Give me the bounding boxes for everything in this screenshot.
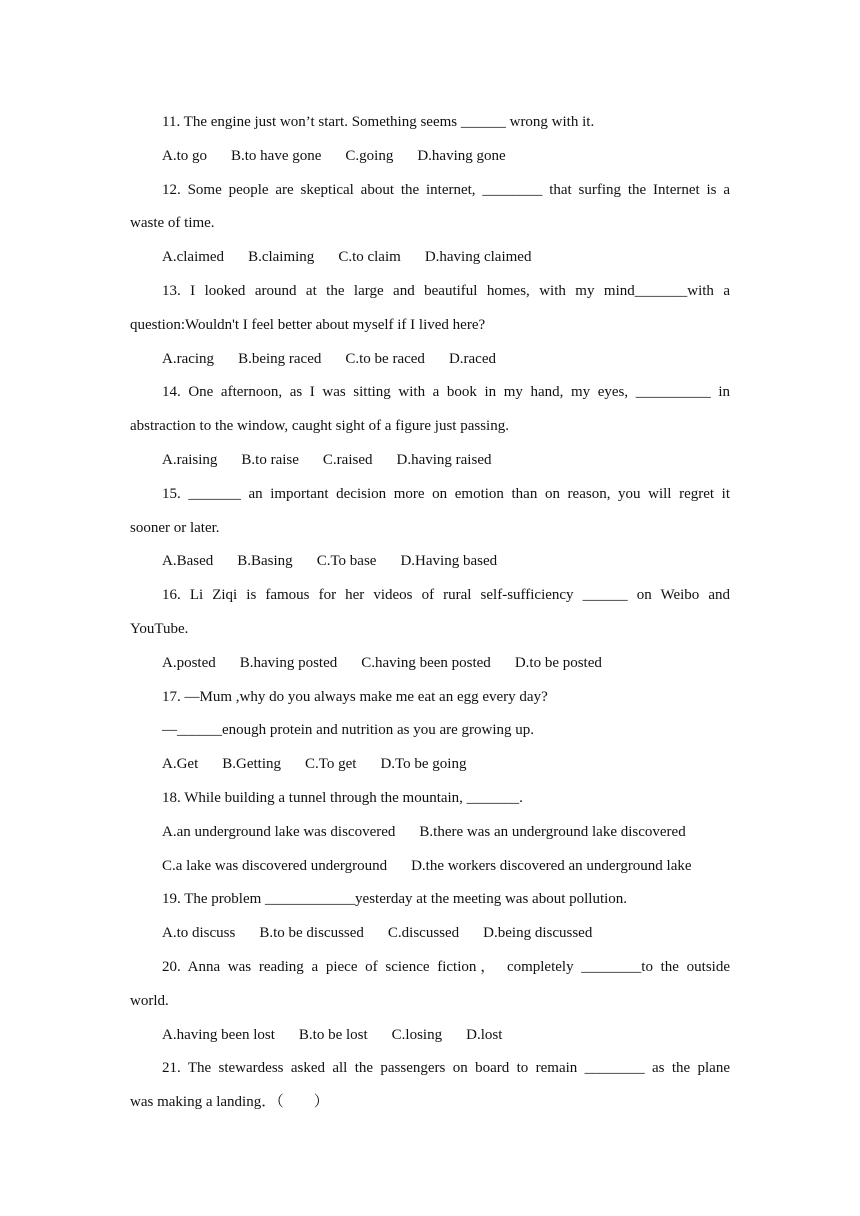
question-stem-line: 13. I looked around at the large and beautiful homes, with my mind_______with a (162, 282, 730, 299)
answer-option[interactable]: B.to be discussed (259, 925, 364, 942)
answer-option[interactable]: B.to have gone (231, 147, 322, 164)
question-block (130, 174, 730, 275)
question-block (130, 275, 730, 376)
answer-options-row (130, 343, 730, 377)
question-stem-line: 14. One afternoon, as I was sitting with a book in my hand, my eyes, __________ in (162, 384, 730, 401)
answer-option[interactable]: D.having gone (417, 147, 506, 164)
question-stem (130, 174, 730, 242)
question-stem-line: 15. _______ an important decision more on emotion than on reason, you will regret it (162, 485, 730, 502)
question-stem-line: 12. Some people are skeptical about the internet, ________ that surfing the Internet is a (162, 181, 730, 198)
answer-options-row (130, 1019, 730, 1053)
answer-option[interactable]: D.the workers discovered an underground lake (411, 857, 692, 874)
answer-option[interactable]: A.racing (162, 350, 215, 367)
answer-option[interactable]: C.To base (316, 553, 377, 570)
answer-option[interactable]: C.to be raced (345, 350, 425, 367)
answer-option[interactable]: B.having posted (239, 654, 338, 671)
question-stem-line: 21. The stewardess asked all the passengers on board to remain ________ as the plane (162, 1060, 730, 1077)
answer-option[interactable]: B.claiming (248, 249, 315, 266)
answer-option[interactable]: D.having claimed (424, 249, 532, 266)
answer-option[interactable]: A.to discuss (162, 925, 236, 942)
answer-options-row (130, 444, 730, 478)
answer-option[interactable]: B.there was an underground lake discovered (419, 823, 686, 840)
question-stem (130, 579, 730, 647)
question-stem-line: 18. While building a tunnel through the mountain, _______. (162, 789, 523, 806)
question-block (130, 883, 730, 951)
question-block (130, 1052, 730, 1120)
answer-option[interactable]: D.being discussed (483, 925, 593, 942)
answer-option[interactable]: D.lost (466, 1026, 503, 1043)
answer-option[interactable]: A.having been lost (162, 1026, 275, 1043)
question-stem-line: 19. The problem ____________yesterday at the meeting was about pollution. (162, 891, 628, 908)
answer-option[interactable]: B.being raced (238, 350, 322, 367)
question-stem-continuation: abstraction to the window, caught sight of a figure just passing. (130, 418, 509, 435)
answer-option[interactable]: C.To get (305, 756, 357, 773)
question-stem-line: 17. —Mum ,why do you always make me eat an egg every day? (162, 688, 548, 705)
question-stem (130, 1052, 730, 1120)
question-block (130, 782, 730, 883)
question-block (130, 106, 730, 174)
answer-options-row (130, 816, 730, 850)
answer-option[interactable]: C.to claim (338, 249, 401, 266)
answer-option[interactable]: A.claimed (162, 249, 225, 266)
answer-option[interactable]: A.Based (162, 553, 214, 570)
answer-option[interactable]: B.to raise (241, 451, 299, 468)
question-block (130, 951, 730, 1052)
question-stem-continuation: sooner or later. (130, 519, 220, 536)
question-block (130, 579, 730, 680)
question-block (130, 376, 730, 477)
answer-options-row (130, 850, 730, 884)
answer-option[interactable]: B.to be lost (298, 1026, 368, 1043)
question-stem-continuation: world. (130, 992, 169, 1009)
answer-option[interactable]: C.raised (322, 451, 373, 468)
answer-option[interactable]: D.having raised (396, 451, 492, 468)
question-block (130, 681, 730, 782)
question-stem-line: 20. Anna was reading a piece of science fiction， completely ________to the outside (162, 958, 730, 975)
answer-options-row (130, 647, 730, 681)
question-stem-continuation: waste of time. (130, 215, 215, 232)
answer-option[interactable]: D.raced (448, 350, 496, 367)
question-stem-line: 11. The engine just won’t start. Something seems ______ wrong with it. (162, 114, 595, 130)
question-stem (130, 106, 730, 140)
answer-options-row (130, 748, 730, 782)
question-stem-continuation: was making a landing．（ ） (130, 1094, 329, 1111)
answer-option[interactable]: A.to go (162, 147, 207, 164)
answer-option[interactable]: A.posted (162, 654, 216, 671)
answer-option[interactable]: C.having been posted (361, 654, 491, 671)
answer-options-row (130, 917, 730, 951)
question-stem (130, 782, 730, 816)
answer-option[interactable]: A.raising (162, 451, 218, 468)
answer-option[interactable]: B.Getting (222, 756, 281, 773)
question-stem-continuation: question:Wouldn't I feel better about myself if I lived here? (130, 316, 486, 333)
question-stem (130, 883, 730, 917)
question-list (130, 106, 730, 1120)
answer-option[interactable]: C.going (345, 147, 394, 164)
question-stem (130, 275, 730, 343)
answer-option[interactable]: C.a lake was discovered underground (162, 857, 388, 874)
question-stem (130, 951, 730, 1019)
answer-options-row (130, 140, 730, 174)
answer-options-row (130, 241, 730, 275)
question-stem (130, 681, 730, 715)
question-stem (130, 376, 730, 444)
answer-options-row (130, 545, 730, 579)
answer-option[interactable]: C.losing (391, 1026, 443, 1043)
question-block (130, 478, 730, 579)
answer-option[interactable]: B.Basing (237, 553, 293, 570)
answer-option[interactable]: C.discussed (387, 925, 460, 942)
answer-option[interactable]: D.Having based (400, 553, 498, 570)
answer-option[interactable]: A.Get (162, 756, 199, 773)
question-stem (130, 478, 730, 546)
answer-option[interactable]: A.an underground lake was discovered (162, 823, 396, 840)
answer-option[interactable]: D.to be posted (514, 654, 602, 671)
question-stem-line: 16. Li Ziqi is famous for her videos of rural self-sufficiency ______ on Weibo and (162, 587, 730, 604)
answer-option[interactable]: D.To be going (380, 756, 467, 773)
dialog-reply-line: —______enough protein and nutrition as you are growing up. (162, 722, 535, 739)
question-stem-continuation: YouTube. (130, 620, 189, 637)
